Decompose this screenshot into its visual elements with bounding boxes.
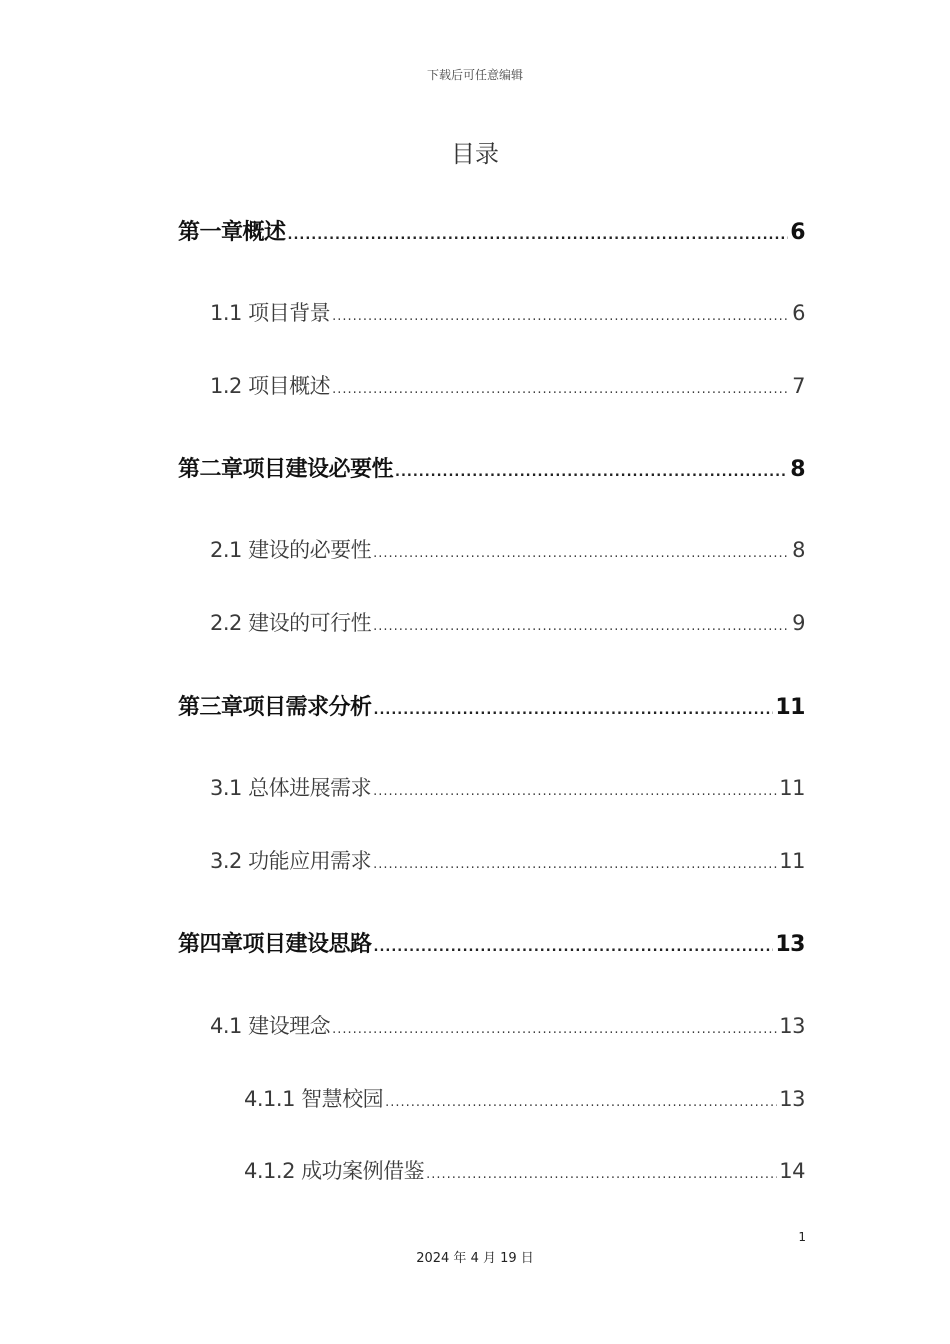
toc-entry-1-2[interactable]	[210, 370, 805, 404]
toc-entry-page: 7	[792, 374, 805, 398]
toc-entry-text: 第三章项目需求分析	[178, 695, 372, 720]
page-number: 1	[798, 1230, 806, 1244]
toc-entry-text: 4.1.2 成功案例借鉴	[244, 1159, 425, 1183]
toc-entry-text: 3.1 总体进展需求	[210, 776, 372, 800]
dot-leader	[374, 703, 774, 718]
dot-leader	[332, 1022, 777, 1037]
toc-entry-text: 3.2 功能应用需求	[210, 849, 372, 873]
toc-entry-text: 4.1.1 智慧校园	[244, 1087, 384, 1111]
toc-entry-chapter-2[interactable]	[178, 452, 805, 486]
dot-leader	[332, 309, 790, 324]
toc-entry-chapter-1[interactable]	[178, 215, 805, 249]
dot-leader	[288, 228, 789, 243]
dot-leader	[373, 546, 790, 561]
page-header: 下载后可任意编辑	[426, 68, 523, 82]
toc-entry-2-2[interactable]	[210, 607, 805, 641]
dot-leader	[374, 940, 774, 955]
toc-entry-text: 第二章项目建设必要性	[178, 457, 394, 482]
toc-entry-chapter-4[interactable]	[178, 927, 805, 961]
dot-leader	[395, 465, 788, 480]
toc-entry-page: 11	[779, 776, 805, 800]
toc-entry-text: 1.2 项目概述	[210, 374, 331, 398]
toc-entry-page: 9	[792, 611, 805, 635]
toc-entry-page: 14	[779, 1159, 805, 1183]
toc-entry-4-1[interactable]	[210, 1010, 805, 1044]
dot-leader	[373, 857, 777, 872]
toc-entry-text: 第四章项目建设思路	[178, 932, 372, 957]
toc-entry-chapter-3[interactable]	[178, 690, 805, 724]
toc-entry-4-1-1[interactable]	[244, 1083, 805, 1117]
toc-entry-1-1[interactable]	[210, 297, 805, 331]
toc-entry-page: 6	[790, 220, 805, 245]
toc-entry-3-2[interactable]	[210, 845, 805, 879]
dot-leader	[332, 382, 790, 397]
toc-entry-page: 11	[775, 695, 805, 720]
toc-entry-text: 第一章概述	[178, 220, 286, 245]
toc-entry-text: 4.1 建设理念	[210, 1014, 331, 1038]
toc-entry-page: 13	[779, 1014, 805, 1038]
toc-entry-page: 13	[779, 1087, 805, 1111]
toc-entry-2-1[interactable]	[210, 534, 805, 568]
toc-entry-page: 8	[790, 457, 805, 482]
toc-entry-3-1[interactable]	[210, 772, 805, 806]
toc-entry-page: 6	[792, 301, 805, 325]
toc-entry-text: 1.1 项目背景	[210, 301, 331, 325]
toc-entry-text: 2.1 建设的必要性	[210, 538, 372, 562]
toc-entry-page: 11	[779, 849, 805, 873]
toc-entry-page: 8	[792, 538, 805, 562]
toc-entry-page: 13	[775, 932, 805, 957]
footer-date: 2024 年 4 月 19 日	[416, 1251, 534, 1266]
toc-entry-text: 2.2 建设的可行性	[210, 611, 372, 635]
dot-leader	[373, 619, 790, 634]
toc-title: 目录	[451, 140, 499, 168]
dot-leader	[385, 1095, 777, 1110]
dot-leader	[426, 1167, 777, 1182]
toc-entry-4-1-2[interactable]	[244, 1155, 805, 1189]
dot-leader	[373, 784, 777, 799]
